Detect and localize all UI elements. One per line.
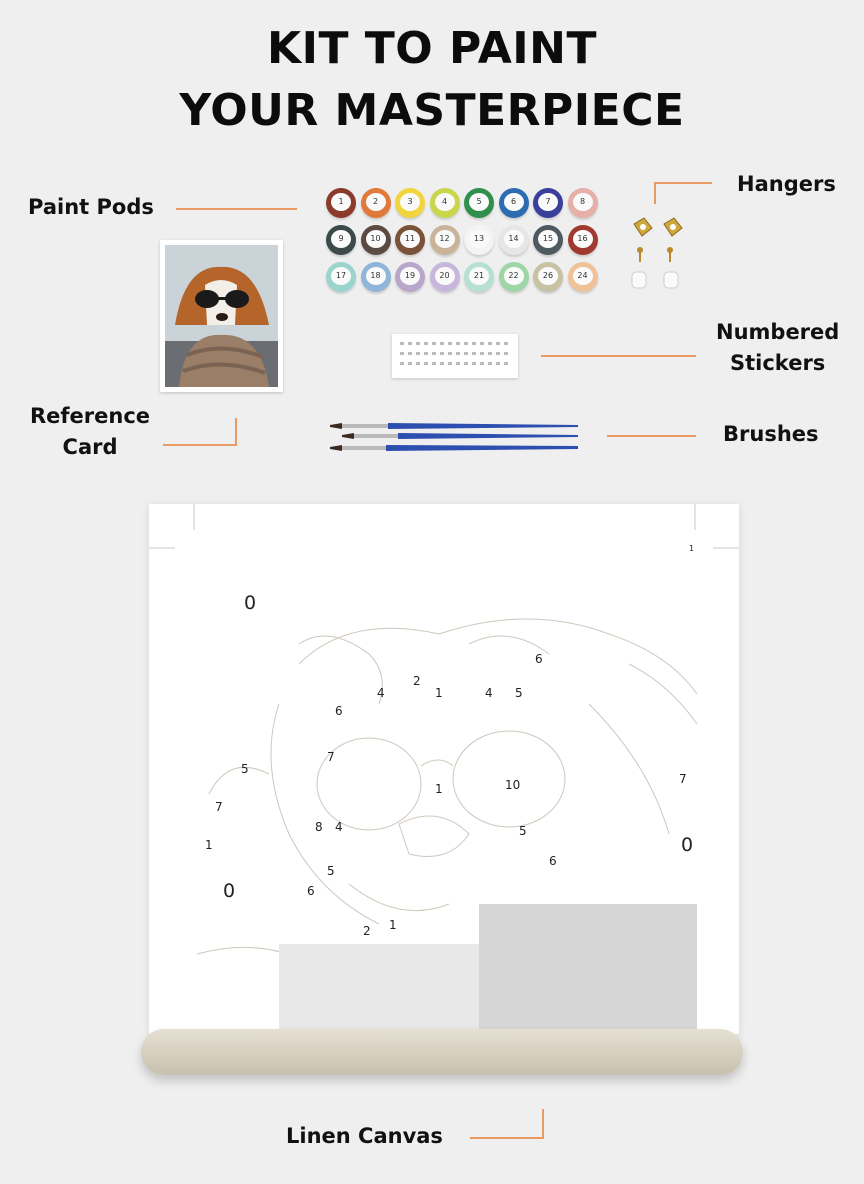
canvas-number: 8 — [315, 820, 323, 834]
paint-pod — [533, 188, 563, 218]
reference-card-label — [30, 401, 150, 463]
hangers-icon — [628, 214, 696, 298]
paint-pod-number: 8 — [573, 193, 593, 211]
paint-pod — [361, 225, 391, 255]
paint-pod-number: 16 — [573, 230, 593, 248]
reference-card-leader-line-h — [163, 444, 237, 446]
canvas-line-art-icon — [149, 504, 739, 1034]
paint-pod — [430, 225, 460, 255]
reference-card-leader-line-v — [235, 418, 237, 446]
canvas-number: 6 — [335, 704, 343, 718]
numbered-stickers-sheet — [392, 334, 518, 378]
canvas-number: 1 — [205, 838, 213, 852]
paint-pods-label: Paint Pods — [28, 195, 154, 219]
paint-pod — [430, 262, 460, 292]
brushes-label: Brushes — [723, 422, 819, 446]
paint-pods-tray — [322, 186, 602, 298]
reference-card-label-line1: Reference — [30, 404, 151, 428]
paint-pod-number: 14 — [504, 230, 524, 248]
canvas-number: 6 — [535, 652, 543, 666]
paint-pod — [568, 225, 598, 255]
canvas-number: 5 — [327, 864, 335, 878]
canvas-number: 5 — [515, 686, 523, 700]
paint-pod-number: 5 — [469, 193, 489, 211]
paint-pod — [395, 262, 425, 292]
paint-pod-number: 12 — [435, 230, 455, 248]
canvas-number: 10 — [505, 778, 521, 792]
paint-pod-number: 13 — [469, 230, 489, 248]
title-line-1: KIT TO PAINT — [266, 23, 597, 74]
canvas-number: 5 — [241, 762, 249, 776]
numbered-stickers-label-line1: Numbered — [716, 320, 840, 344]
paint-pod — [499, 188, 529, 218]
linen-canvas-sheet — [149, 504, 739, 1034]
paint-pods-leader-line — [176, 208, 297, 210]
stickers-icon — [392, 334, 518, 378]
paint-pod — [430, 188, 460, 218]
numbered-stickers-label — [716, 317, 839, 379]
dog-photo-icon — [165, 245, 278, 387]
paint-pod-number: 9 — [331, 230, 351, 248]
canvas-number: 0 — [223, 880, 236, 902]
canvas-number: 0 — [244, 592, 257, 614]
paint-pod-number: 26 — [538, 267, 558, 285]
canvas-number: 4 — [335, 820, 343, 834]
hangers-leader-line-v — [654, 182, 656, 204]
numbered-stickers-label-line2: Stickers — [730, 351, 826, 375]
canvas-number: 1 — [435, 782, 443, 796]
numbered-stickers-leader-line — [541, 355, 696, 357]
canvas-number: 7 — [679, 772, 687, 786]
reference-card-label-line2: Card — [62, 435, 118, 459]
canvas-number: 5 — [519, 824, 527, 838]
canvas-number: 2 — [363, 924, 371, 938]
paint-pod — [533, 262, 563, 292]
hangers-leader-line-h — [655, 182, 712, 184]
brushes-icon — [328, 418, 582, 458]
paint-pod-number: 4 — [435, 193, 455, 211]
linen-canvas-leader-line-v — [542, 1109, 544, 1139]
canvas-number: 7 — [215, 800, 223, 814]
paint-pod — [568, 188, 598, 218]
paint-pod-number: 20 — [435, 267, 455, 285]
paint-pod — [361, 262, 391, 292]
canvas-number: 4 — [485, 686, 493, 700]
canvas-number: 1 — [689, 544, 695, 553]
canvas-number: 1 — [389, 918, 397, 932]
canvas-roll — [141, 1029, 743, 1075]
paint-pod-number: 1 — [331, 193, 351, 211]
paint-pod-number: 18 — [366, 267, 386, 285]
paint-pod — [499, 225, 529, 255]
paint-pod — [568, 262, 598, 292]
brushes-leader-line — [607, 435, 696, 437]
paint-pod-number: 21 — [469, 267, 489, 285]
reference-card — [160, 240, 283, 392]
paint-pod-number: 2 — [366, 193, 386, 211]
paint-pod-number: 24 — [573, 267, 593, 285]
paint-pod-number: 17 — [331, 267, 351, 285]
paint-pod-number: 22 — [504, 267, 524, 285]
paint-pod-number: 3 — [400, 193, 420, 211]
paint-pod-number: 15 — [538, 230, 558, 248]
canvas-number: 6 — [549, 854, 557, 868]
paint-pod — [326, 225, 356, 255]
paint-pod — [326, 188, 356, 218]
linen-canvas-leader-line-h — [470, 1137, 544, 1139]
paint-pod — [395, 225, 425, 255]
paint-pod — [326, 262, 356, 292]
canvas-number: 7 — [327, 750, 335, 764]
paint-pod-number: 6 — [504, 193, 524, 211]
paint-pod-number: 11 — [400, 230, 420, 248]
canvas-number: 1 — [435, 686, 443, 700]
paint-pod — [499, 262, 529, 292]
paint-pod — [464, 225, 494, 255]
paint-pod-number: 7 — [538, 193, 558, 211]
title-line-2: YOUR MASTERPIECE — [179, 85, 685, 136]
paint-pod — [361, 188, 391, 218]
paint-pod-number: 10 — [366, 230, 386, 248]
paint-pod — [533, 225, 563, 255]
paint-pod — [395, 188, 425, 218]
linen-canvas-label: Linen Canvas — [286, 1124, 443, 1148]
paint-pod — [464, 188, 494, 218]
canvas-number: 4 — [377, 686, 385, 700]
canvas-number: 2 — [413, 674, 421, 688]
canvas-number: 6 — [307, 884, 315, 898]
canvas-number: 0 — [681, 834, 694, 856]
hangers-label: Hangers — [737, 172, 836, 196]
paint-pod — [464, 262, 494, 292]
paint-pod-number: 19 — [400, 267, 420, 285]
